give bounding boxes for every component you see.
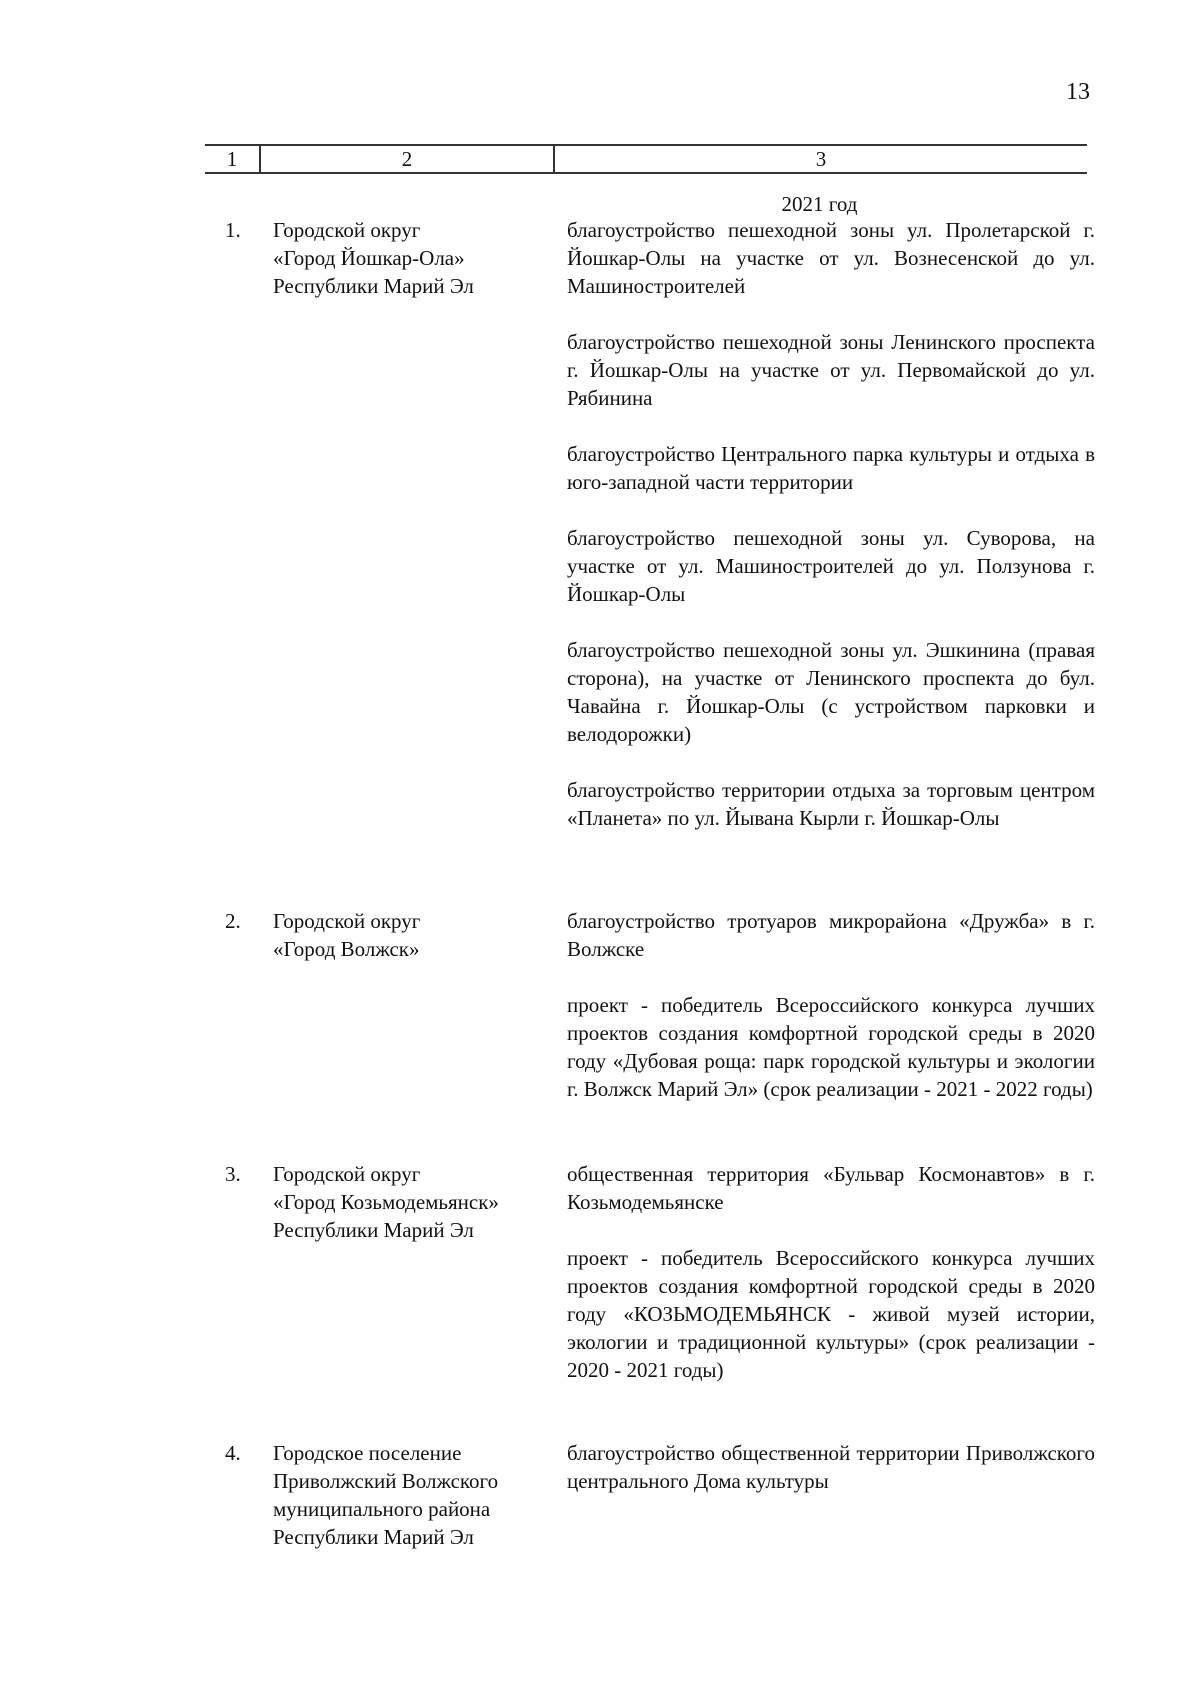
header-col-1: 1 [205,146,261,172]
project-item: благоустройство общественной территории Приволжского центрального Дома культуры [567,1441,1095,1493]
row-number: 3. [225,1162,241,1186]
district-line: Республики Марий Эл [273,1218,474,1242]
district-line: «Город Козьмодемьянск» [273,1190,499,1214]
district-line: Городской округ [273,1162,421,1186]
district-line: Городской округ [273,909,421,933]
project-item: общественная территория «Бульвар Космонавтов» в г. Козьмодемьянске [567,1162,1095,1214]
district-name [273,216,543,300]
table-header [205,144,1087,174]
project-list [567,1160,1095,1412]
page-number: 13 [1066,79,1090,105]
district-line: Приволжский Волжского [273,1469,499,1493]
row-number: 1. [225,218,241,242]
project-list [567,216,1095,860]
district-line: муниципального района [273,1497,491,1521]
project-item: благоустройство территории отдыха за торговым центром «Планета» по ул. Йывана Кырли г. Йошкар-Олы [567,778,1095,830]
district-line: Республики Марий Эл [273,1525,474,1549]
project-item: благоустройство тротуаров микрорайона «Дружба» в г. Волжске [567,909,1095,961]
project-item: проект - победитель Всероссийского конкурса лучших проектов создания комфортной городской среды в 2020 году «Дубовая роща: парк городской культуры и экологии г. Волжск Марий Эл» (срок реализации - 2021 - 2022 годы) [567,993,1095,1101]
project-list [567,907,1095,1131]
district-line: Республики Марий Эл [273,274,474,298]
district-line: «Город Волжск» [273,937,420,961]
district-name [273,1439,543,1551]
district-name [273,907,543,963]
district-name [273,1160,543,1244]
district-line: «Город Йошкар-Ола» [273,246,465,270]
project-item: благоустройство Центрального парка культуры и отдыха в юго-западной части территории [567,442,1095,494]
header-col-2: 2 [261,146,555,172]
project-item: благоустройство пешеходной зоны ул. Пролетарской г. Йошкар-Олы на участке от ул. Вознесенской до ул. Машиностроителей [567,218,1095,298]
project-item: благоустройство пешеходной зоны ул. Суворова, на участке от ул. Машиностроителей до ул. Ползунова г. Йошкар-Олы [567,526,1095,606]
project-item: благоустройство пешеходной зоны Ленинского проспекта г. Йошкар-Олы на участке от ул. Первомайской до ул. Рябинина [567,330,1095,410]
project-list [567,1439,1095,1523]
project-item: проект - победитель Всероссийского конкурса лучших проектов создания комфортной городской среды в 2020 году «КОЗЬМОДЕМЬЯНСК - живой музей истории, экологии и традиционной культуры» (срок реализации - 2020 - 2021 годы) [567,1246,1095,1382]
year-label: 2021 год [781,192,858,216]
row-number: 2. [225,909,241,933]
row-number: 4. [225,1441,241,1465]
district-line: Городское поселение [273,1441,462,1465]
header-col-3: 3 [815,147,827,171]
project-item: благоустройство пешеходной зоны ул. Эшкинина (правая сторона), на участке от Ленинского проспекта до бул. Чавайна г. Йошкар-Олы (с устройством парковки и велодорожки) [567,638,1095,746]
district-line: Городской округ [273,218,421,242]
